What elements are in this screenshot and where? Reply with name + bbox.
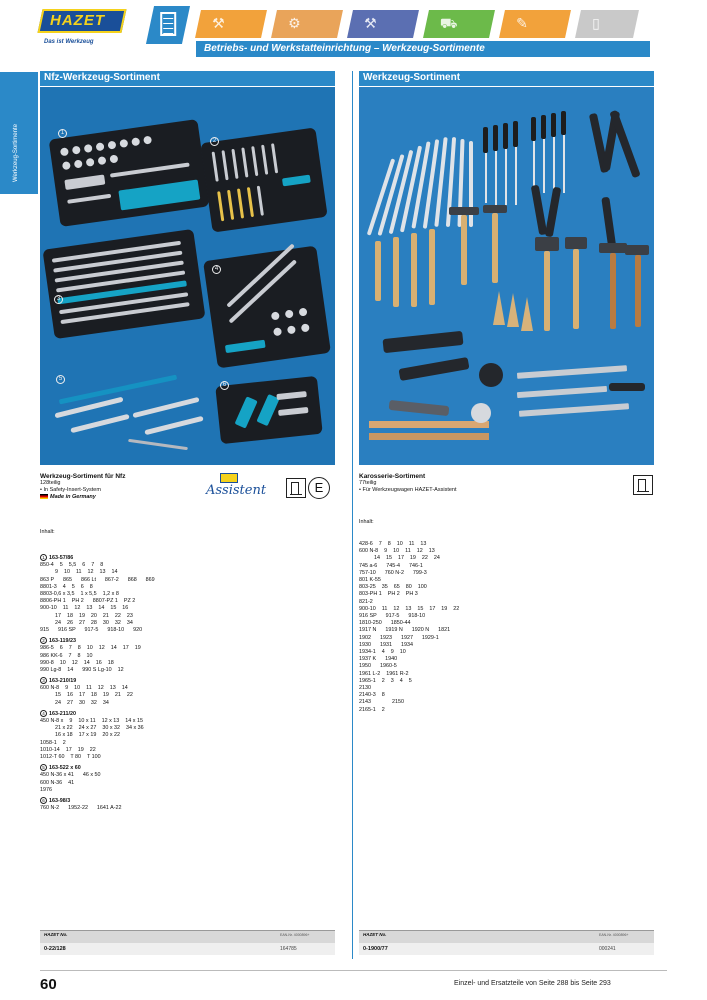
group-code: 163-210/19 xyxy=(49,678,77,685)
trolley-drawer-icon xyxy=(286,478,306,498)
content-line: 757-10 760 N-2 799-3 xyxy=(359,569,427,576)
content-group xyxy=(40,710,335,761)
body-assortment-photo xyxy=(359,87,654,465)
order-no-header: HAZET No. xyxy=(363,932,387,937)
group-code: 163-98/3 xyxy=(49,797,71,804)
right-product-info xyxy=(359,473,654,513)
left-column xyxy=(40,71,335,827)
right-order-header xyxy=(359,930,654,943)
special-tool-icon: ✎ xyxy=(516,15,528,31)
left-ean: 164785 xyxy=(280,946,297,952)
content-line: 1937 K 1940 xyxy=(359,656,398,663)
section-banner xyxy=(196,41,650,57)
vehicle-icon: ⛟ xyxy=(439,15,458,31)
left-column-header: Nfz-Werkzeug-Sortiment xyxy=(40,71,335,86)
content-line: 850-4 5 5,5 6 7 8 xyxy=(40,562,104,569)
right-contents-label: Inhalt: xyxy=(359,519,374,526)
content-group-head xyxy=(40,637,335,645)
tab-misc[interactable] xyxy=(575,10,639,38)
content-line: 1810-250 1850-44 xyxy=(359,620,411,627)
page-number: 60 xyxy=(40,976,57,993)
right-order-number: 0-1900/77 xyxy=(363,946,388,952)
content-line: 1950 1960-5 xyxy=(359,663,397,670)
content-line: 900-10 11 12 13 14 15 16 xyxy=(40,605,129,612)
content-group xyxy=(40,764,335,794)
trolley-drawer-icon xyxy=(633,475,653,495)
marker-6: 6 xyxy=(220,381,229,390)
content-line: 8803-0,6 x 3,5 1 x 5,5 1,2 x 8 xyxy=(40,590,119,597)
spare-parts-note: Einzel- und Ersatzteile von Seite 288 bis Seite 293 xyxy=(454,980,611,987)
right-order-table xyxy=(359,930,654,958)
side-tab-label: Werkzeug-Sortimente xyxy=(13,124,19,182)
tool-tray-2 xyxy=(200,127,327,232)
right-contents xyxy=(359,503,654,728)
cabinet-category-icon xyxy=(146,6,190,44)
tab-special[interactable] xyxy=(499,10,571,38)
content-line: 1961 L-2 1961 R-2 xyxy=(359,670,409,677)
footer-divider xyxy=(40,970,667,971)
right-column-header: Werkzeug-Sortiment xyxy=(359,71,654,86)
content-group xyxy=(40,797,335,812)
group-code: 163-57/86 xyxy=(49,554,74,561)
marker-1: 1 xyxy=(58,129,67,138)
e-symbol-icon: E xyxy=(308,477,330,499)
content-line: 24 27 30 32 34 xyxy=(40,699,109,706)
right-ean: 000241 xyxy=(599,946,616,952)
right-bullet: • Für Werkzeugwagen HAZET-Assistent xyxy=(359,487,457,493)
banner-title: Betriebs- und Werkstatteinrichtung – Werkzeug-Sortimente xyxy=(204,43,485,54)
assistent-logo: Assistent xyxy=(206,483,267,498)
logo-tagline: Das ist Werkzeug xyxy=(44,39,94,45)
left-product-title: Werkzeug-Sortiment für Nfz xyxy=(40,473,126,480)
content-line: 15 16 17 18 19 21 22 xyxy=(40,692,133,699)
logo-text: HAZET xyxy=(50,12,105,29)
tab-vehicle[interactable] xyxy=(423,10,495,38)
content-line: 14 15 17 19 22 24 xyxy=(359,555,440,562)
content-line: 21 x 22 24 x 27 30 x 32 34 x 36 xyxy=(40,725,144,732)
content-line: 16 x 18 17 x 19 20 x 22 xyxy=(40,732,121,739)
content-line: 1058-1 2 xyxy=(40,739,66,746)
wrench-icon: ⚒ xyxy=(212,15,225,31)
group-code: 163-522 x 60 xyxy=(49,765,81,772)
content-line: 821-2 xyxy=(359,598,373,605)
ean-header: EAN-Nr. 4000896+ xyxy=(280,933,310,937)
content-line: 600 N-8 9 10 11 12 13 xyxy=(359,548,435,555)
marker-5: 5 xyxy=(56,375,65,384)
content-line: 17 18 19 20 21 22 23 xyxy=(40,612,133,619)
left-contents-label: Inhalt: xyxy=(40,529,55,536)
content-line: 428-6 7 8 10 11 13 xyxy=(359,541,427,548)
content-line: 1010-14 17 19 22 xyxy=(40,746,96,753)
marker-4: 4 xyxy=(212,265,221,274)
left-contents xyxy=(40,513,335,827)
content-line: 8806-PH 1 PH 2 8807-PZ 1 PZ 2 xyxy=(40,598,136,605)
left-content-groups xyxy=(40,554,335,812)
content-group xyxy=(40,554,335,634)
tool-tray-4 xyxy=(203,246,331,369)
group-number-badge: 4 xyxy=(40,710,47,717)
content-line: 990 Lg-8 14 990 S Lg-10 12 xyxy=(40,666,124,673)
left-product-info xyxy=(40,473,335,513)
left-order-row xyxy=(40,943,335,955)
content-line: 2130 xyxy=(359,685,371,692)
content-line: 990-8 10 12 14 16 18 xyxy=(40,659,114,666)
content-line: 916 SP 917-5 918-10 xyxy=(359,613,426,620)
column-divider xyxy=(352,71,353,959)
content-line: 803-25 35 65 80 100 xyxy=(359,584,427,591)
right-product-title: Karosserie-Sortiment xyxy=(359,473,426,480)
content-group-head xyxy=(40,710,335,718)
cabinet-icon xyxy=(160,12,176,36)
content-line: 900-10 11 12 13 15 17 19 22 xyxy=(359,605,460,612)
content-line: 1902 1923 1927 1929-1 xyxy=(359,634,439,641)
socket-icon: ⚙ xyxy=(288,15,301,31)
content-group-head xyxy=(40,797,335,805)
tools-icon: ⚒ xyxy=(364,15,377,31)
content-line: 2165-1 2 xyxy=(359,706,385,713)
german-flag-icon xyxy=(40,494,48,499)
content-line: 2143 2150 xyxy=(359,699,404,706)
content-line: 760 N-2 1952-22 1641 A-22 xyxy=(40,805,122,812)
right-product-count: 77teilig xyxy=(359,480,377,486)
tool-tray-6 xyxy=(215,376,323,444)
content-line: 450 N-36 x 41 46 x 50 xyxy=(40,772,101,779)
content-line: 600 N-36 41 xyxy=(40,779,75,786)
tab-wrenches[interactable] xyxy=(195,10,267,38)
box-icon: ▯ xyxy=(592,15,600,31)
right-column xyxy=(359,71,654,728)
content-line: 9 10 11 12 13 14 xyxy=(40,569,118,576)
marker-3: 3 xyxy=(54,295,63,304)
left-product-count: 128teilig xyxy=(40,480,61,486)
left-order-header xyxy=(40,930,335,943)
content-group xyxy=(40,677,335,707)
nfz-assortment-photo xyxy=(40,87,335,465)
tool-tray-1 xyxy=(49,119,210,227)
content-group xyxy=(40,637,335,674)
tool-tray-3 xyxy=(42,229,205,339)
made-in-germany: Made in Germany xyxy=(40,494,335,500)
content-line: 600 N-8 9 10 11 12 13 14 xyxy=(40,685,128,692)
left-bullet: • In Safety-Insert-System xyxy=(40,487,101,493)
left-order-table xyxy=(40,930,335,958)
group-number-badge: 2 xyxy=(40,637,47,644)
left-order-number: 0-22/128 xyxy=(44,946,66,952)
content-line: 450 N-8 x 9 10 x 11 12 x 13 14 x 15 xyxy=(40,717,143,724)
right-content-lines xyxy=(359,541,654,714)
hazet-logo xyxy=(40,7,126,51)
right-order-row xyxy=(359,943,654,955)
content-line: 801 K-55 xyxy=(359,577,381,584)
content-line: 1976 xyxy=(40,786,52,793)
group-number-badge: 5 xyxy=(40,764,47,771)
content-line: 1965-1 2 3 4 5 xyxy=(359,677,412,684)
side-tab xyxy=(0,72,38,194)
content-line: 1934-1 4 9 10 xyxy=(359,649,406,656)
content-group-head xyxy=(40,554,335,562)
assistent-badge-icon xyxy=(220,473,238,483)
content-group-head xyxy=(40,764,335,772)
tab-sockets[interactable] xyxy=(271,10,343,38)
group-code: 163-119/23 xyxy=(49,638,76,645)
content-line: 986-5 6 7 8 10 12 14 17 19 xyxy=(40,645,141,652)
content-line: 1917 N 1919 N 1920 N 1821 xyxy=(359,627,451,634)
group-number-badge: 3 xyxy=(40,677,47,684)
content-line: 2140-3 8 xyxy=(359,692,385,699)
content-line: 863 P 865 866 Lt 867-2 868 869 xyxy=(40,576,155,583)
content-line: 8801-3 4 5 6 8 xyxy=(40,583,93,590)
tab-tools[interactable] xyxy=(347,10,419,38)
content-line: 1930 1931 1934 xyxy=(359,641,413,648)
order-no-header: HAZET No. xyxy=(44,932,68,937)
ean-header: EAN-Nr. 4000896+ xyxy=(599,933,629,937)
group-number-badge: 1 xyxy=(40,554,47,561)
content-line: 745 a-6 745-4 746-1 xyxy=(359,562,423,569)
content-group-head xyxy=(40,677,335,685)
group-code: 163-211/20 xyxy=(49,710,76,717)
group-number-badge: 6 xyxy=(40,797,47,804)
content-line: 24 26 27 28 30 32 34 xyxy=(40,619,133,626)
marker-2: 2 xyxy=(210,137,219,146)
content-line: 1012-T 60 T 80 T 100 xyxy=(40,753,101,760)
content-line: 803-PH 1 PH 2 PH 3 xyxy=(359,591,418,598)
content-line: 986 KK-6 7 8 10 xyxy=(40,652,93,659)
content-line: 915 916 SP 917-5 918-10 920 xyxy=(40,626,143,633)
